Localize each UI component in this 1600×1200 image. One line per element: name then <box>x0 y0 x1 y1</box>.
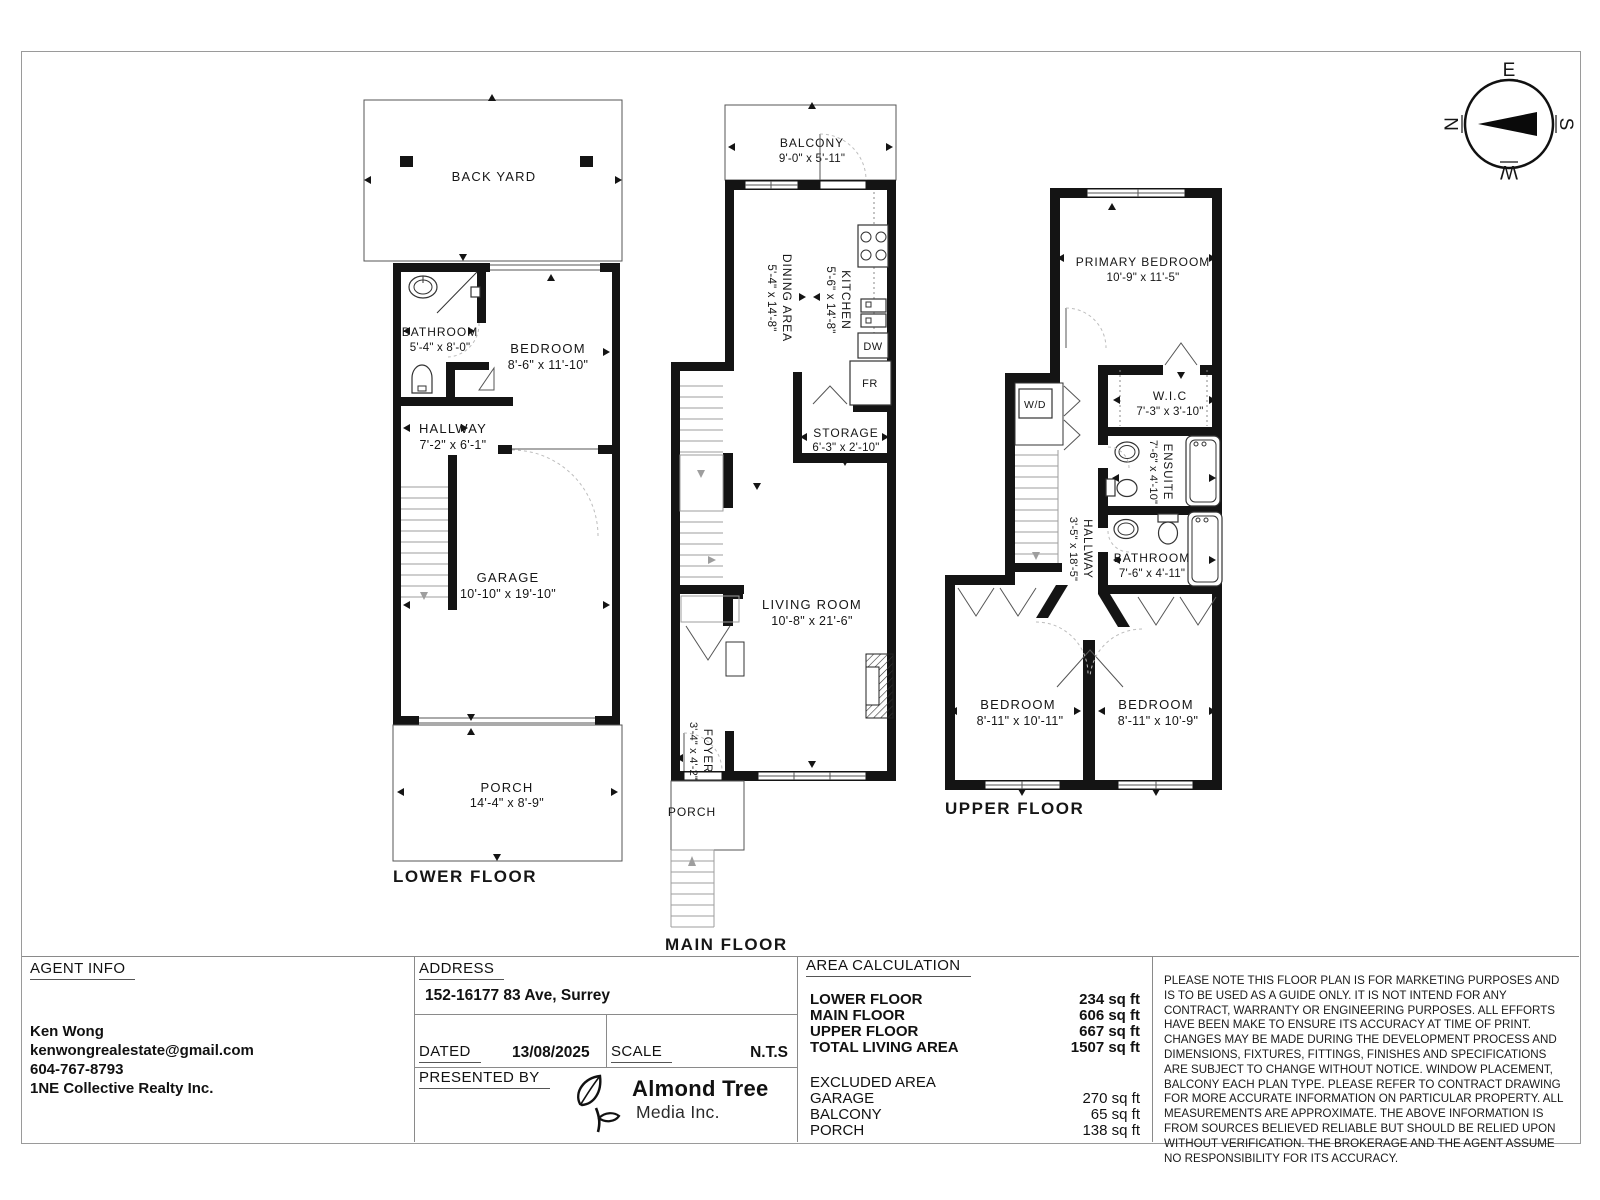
area-row <box>810 991 1142 1007</box>
area-row-value: 234 sq ft <box>1079 991 1140 1008</box>
upper-floor-plan <box>915 175 1235 820</box>
room-label-dining: DINING AREA <box>780 253 794 343</box>
agent-details <box>30 1022 254 1098</box>
area-row <box>810 1106 1142 1122</box>
room-label-bathroom: BATHROOM <box>401 325 479 339</box>
compass-needle <box>1478 112 1537 136</box>
agent-info-heading: AGENT INFO <box>30 960 135 980</box>
room-dims-upper-bathroom: 7'-6" x 4'-11" <box>1118 568 1186 580</box>
backyard-area <box>364 100 622 261</box>
room-label-porch: PORCH <box>480 780 534 795</box>
agent-email: kenwongrealestate@gmail.com <box>30 1042 254 1059</box>
area-row-label: MAIN FLOOR <box>810 1007 905 1024</box>
dated-scale-divider <box>606 1014 607 1067</box>
area-row-label: TOTAL LIVING AREA <box>810 1039 959 1056</box>
almond-tree-logo <box>572 1072 792 1136</box>
area-row <box>810 1122 1142 1138</box>
floor-label-main: MAIN FLOOR <box>665 935 788 954</box>
room-dims-storage: 6'-3" x 2'-10" <box>812 442 880 454</box>
area-row <box>810 1023 1142 1039</box>
room-dims-porch: 14'-4" x 8'-9" <box>469 796 545 810</box>
area-row <box>810 1090 1142 1106</box>
room-dims-bedroom-left: 8'-11" x 10'-11" <box>976 714 1064 728</box>
area-row-value: 667 sq ft <box>1079 1023 1140 1040</box>
room-label-dining-group <box>765 254 794 342</box>
room-label-storage: STORAGE <box>813 426 879 440</box>
presented-by-section <box>419 1069 550 1089</box>
upper-doors <box>958 308 1216 687</box>
area-row-value: 606 sq ft <box>1079 1007 1140 1024</box>
compass-east <box>1500 60 1518 81</box>
lower-floor-plan <box>350 90 640 890</box>
area-calculation-section <box>806 957 971 977</box>
dated-value: 13/08/2025 <box>512 1044 590 1061</box>
washer-dryer-label: W/D <box>1024 399 1046 411</box>
room-dims-kitchen: 5'-6" x 14'-8" <box>824 266 836 334</box>
scale-heading: SCALE <box>611 1043 672 1063</box>
room-label-upper-bathroom: BATHROOM <box>1113 551 1191 565</box>
lower-stairs <box>401 487 448 600</box>
main-floor-plan <box>640 92 910 962</box>
almond-leaf-icon <box>572 1074 626 1134</box>
balcony-area <box>725 105 896 180</box>
upper-stairs <box>1015 450 1058 563</box>
dated-row-border <box>414 1067 797 1068</box>
agent-brokerage: 1NE Collective Realty Inc. <box>30 1080 214 1097</box>
area-calculation-heading: AREA CALCULATION <box>806 957 971 977</box>
infobar-divider-2 <box>797 956 798 1142</box>
room-dims-bedroom: 8'-6" x 11'-10" <box>507 358 589 372</box>
logo-text-line2: Media Inc. <box>636 1102 720 1122</box>
room-dims-upper-hallway: 3'-5" x 18'-5" <box>1067 516 1079 582</box>
area-row-value: 270 sq ft <box>1082 1090 1140 1107</box>
compass-west <box>1500 161 1518 182</box>
room-label-balcony: BALCONY <box>779 136 845 150</box>
area-row-value: 138 sq ft <box>1082 1122 1140 1139</box>
room-label-bedroom-left: BEDROOM <box>980 697 1056 712</box>
room-label-kitchen: KITCHEN <box>839 270 853 330</box>
area-row-label: UPPER FLOOR <box>810 1023 919 1040</box>
disclaimer-text: PLEASE NOTE THIS FLOOR PLAN IS FOR MARKETING PURPOSES AND IS TO BE USED AS A GUIDE ONLY. IT IS NOT INTEND FOR ANY CONTRACT, WARRANTY OR ENGINEERING PURPOSES. ALL EFFORTS HAVE BEEN MAKE TO ENSURE ITS ACCURACY AT TIME OF PRINT. CHANGES MAY BE MADE DURING THE DEVELOPMENT PROCESS AND DIMENSIONS, FIXTURES, FITTINGS, FINISHES AND SPECIFICATIONS ARE SUBJECT TO CHANGE WITHOUT NOTICE. WINDOW PLACEMENT, BALCONY EACH PLAN TYPE. PLEASE REFER TO CONTRACT DRAWING FOR MORE ACCURATE INFORMATION ON PARTICULAR PROPERTY. ALL MEASUREMENTS ARE APPROXIMATE. THE ABOVE INFORMATION IS FROM SOURCES BELIEVED RELIABLE BUT SHOULD BE RELIED UPON WITHOUT VERIFICATION. THE BROKERAGE AND THE AGENT ASSUME NO RESPONSIBILITY FOR ITS ACCURACY. <box>1164 974 1563 1165</box>
address-heading: ADDRESS <box>419 960 504 980</box>
area-row-label: LOWER FLOOR <box>810 991 923 1008</box>
svg-text:S: S <box>1555 117 1576 131</box>
dishwasher-label: DW <box>863 341 883 353</box>
washer-dryer-closet <box>1015 383 1080 450</box>
infobar-divider-3 <box>1152 956 1153 1142</box>
compass-south <box>1555 115 1576 133</box>
room-dims-dining: 5'-4" x 14'-8" <box>765 264 777 332</box>
room-label-upper-hallway-group <box>1067 517 1093 581</box>
room-label-upper-hallway: HALLWAY <box>1081 519 1093 579</box>
room-label-backyard: BACK YARD <box>451 169 537 184</box>
kitchen-appliances <box>850 192 891 405</box>
svg-text:W: W <box>1500 161 1518 182</box>
area-row-value: 65 sq ft <box>1090 1106 1140 1123</box>
room-dims-balcony: 9'-0" x 5'-11" <box>778 153 846 165</box>
room-label-foyer: FOYER <box>701 728 713 774</box>
room-dims-wic: 7'-3" x 3'-10" <box>1136 406 1204 418</box>
room-dims-living: 10'-8" x 21'-6" <box>771 614 853 628</box>
excluded-area-heading: EXCLUDED AREA <box>810 1074 936 1091</box>
area-row <box>810 1039 1142 1055</box>
room-dims-hallway: 7'-2" x 6'-1" <box>419 438 487 452</box>
address-section <box>419 960 504 980</box>
room-label-hallway: HALLWAY <box>418 421 488 436</box>
agent-name: Ken Wong <box>30 1023 104 1040</box>
room-label-ensuite-group <box>1147 440 1173 504</box>
scale-value: N.T.S <box>750 1044 788 1061</box>
compass-rose <box>1438 55 1588 200</box>
room-label-wic: W.I.C <box>1152 389 1188 403</box>
main-porch <box>671 781 744 927</box>
area-row <box>810 1007 1142 1023</box>
dated-section <box>419 1043 481 1063</box>
room-label-main-porch: PORCH <box>667 805 717 819</box>
room-label-ensuite: ENSUITE <box>1161 443 1173 501</box>
main-stairs <box>680 386 744 676</box>
room-label-garage: GARAGE <box>476 570 540 585</box>
room-label-bedroom: BEDROOM <box>510 341 586 356</box>
room-dims-bedroom-right: 8'-11" x 10'-9" <box>1117 714 1199 728</box>
agent-phone: 604-767-8793 <box>30 1061 124 1078</box>
room-label-primary: PRIMARY BEDROOM <box>1075 255 1211 269</box>
floor-label-lower: LOWER FLOOR <box>393 867 537 886</box>
excluded-area-heading-row <box>810 1074 1142 1090</box>
room-dims-ensuite: 7'-6" x 4'-10" <box>1147 439 1159 505</box>
floor-label-upper: UPPER FLOOR <box>945 799 1085 818</box>
room-label-bedroom-right: BEDROOM <box>1118 697 1194 712</box>
room-label-kitchen-group <box>824 266 853 333</box>
dated-heading: DATED <box>419 1043 481 1063</box>
address-value: 152-16177 83 Ave, Surrey <box>425 987 610 1004</box>
svg-text:E: E <box>1502 60 1516 81</box>
compass-north <box>1442 115 1463 133</box>
area-row-label: PORCH <box>810 1122 865 1139</box>
infobar-top-border <box>22 956 1579 957</box>
room-dims-primary: 10'-9" x 11'-5" <box>1106 272 1180 284</box>
area-row-value: 1507 sq ft <box>1070 1039 1140 1056</box>
room-dims-garage: 10'-10" x 19'-10" <box>460 587 556 601</box>
agent-info-section <box>30 960 135 980</box>
room-label-living: LIVING ROOM <box>762 597 862 612</box>
logo-text-line1: Almond Tree <box>632 1076 769 1101</box>
scale-section <box>611 1043 672 1063</box>
area-row-label: GARAGE <box>810 1090 875 1107</box>
area-row-label: BALCONY <box>810 1106 882 1123</box>
room-dims-foyer: 3'-4" x 4'-2" <box>687 721 699 781</box>
fireplace <box>866 654 893 718</box>
presented-by-heading: PRESENTED BY <box>419 1069 550 1089</box>
fridge-label: FR <box>862 378 878 390</box>
svg-text:N: N <box>1442 117 1463 131</box>
room-dims-bathroom: 5'-4" x 8'-0" <box>409 342 471 354</box>
infobar-divider-1 <box>414 956 415 1142</box>
